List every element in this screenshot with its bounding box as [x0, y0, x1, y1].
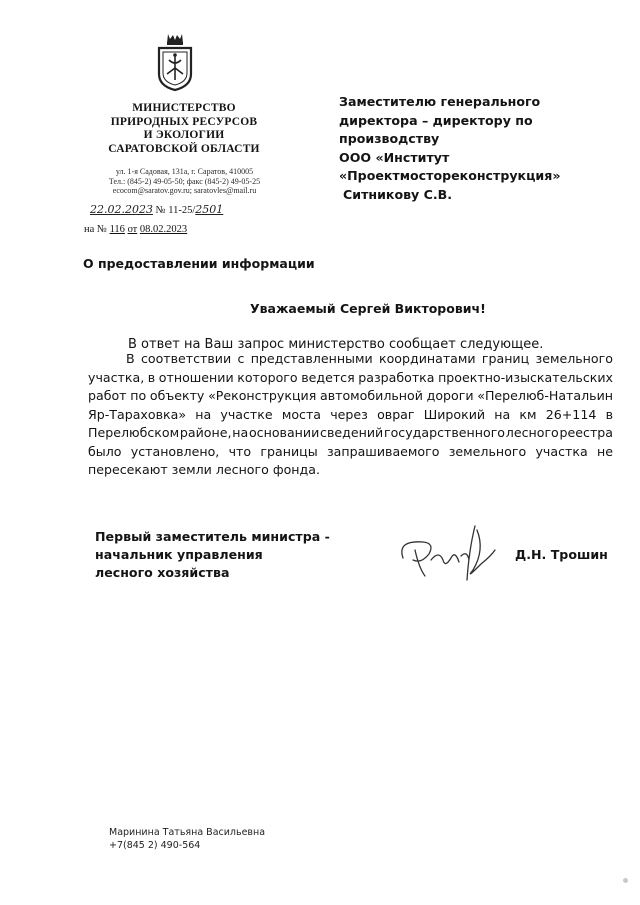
body-word: через — [330, 406, 368, 422]
ref-date: 08.02.2023 — [139, 224, 188, 235]
body-word: в — [605, 406, 613, 422]
body-word: «Перелюб-Натальин — [477, 388, 613, 403]
ministry-line: САРАТОВСКОЙ ОБЛАСТИ — [108, 142, 260, 155]
body-word: объекту — [149, 388, 205, 403]
body-word: на — [232, 425, 249, 440]
coat-of-arms-icon — [155, 30, 195, 92]
body-line — [88, 406, 613, 425]
outgoing-registration — [90, 203, 223, 216]
body-word: сведений — [320, 425, 384, 440]
body-word: разработка — [358, 369, 435, 385]
body-word: координатами — [378, 351, 476, 366]
body-word: земельного — [448, 443, 527, 459]
body-word: границы — [260, 443, 318, 459]
body-word: овраг — [377, 406, 415, 422]
body-word: на — [494, 406, 511, 422]
ref-prefix: на № — [84, 224, 107, 235]
body-word: границ — [481, 351, 530, 366]
ministry-line: ПРИРОДНЫХ РЕСУРСОВ — [110, 115, 258, 128]
body-word: «Реконструкция — [208, 388, 317, 403]
body-word: не — [596, 443, 613, 459]
outgoing-date: 22.02.2023 — [90, 203, 153, 216]
body-word: Яр-Тараховка» — [88, 406, 187, 422]
executor-block — [109, 826, 265, 852]
ref-number: 116 — [109, 224, 125, 235]
body-word: представленными — [250, 351, 373, 366]
body-word: соответствии — [140, 351, 232, 366]
outgoing-number: 2501 — [195, 203, 224, 216]
contact-address: ул. 1-я Садовая, 131а, г. Саратов, 410005 — [115, 167, 254, 176]
body-word: земельного — [535, 351, 613, 366]
body-line — [88, 387, 613, 406]
paragraph-1: В ответ на Ваш запрос министерство сообщает следующее. — [128, 337, 544, 352]
body-line — [88, 443, 613, 462]
signer-position — [95, 528, 330, 582]
body-word: установлено, — [130, 443, 220, 459]
body-line — [88, 424, 613, 443]
signer-line: Первый заместитель министра - — [95, 529, 330, 544]
body-line: пересекают земли лесного фонда. — [88, 462, 320, 477]
signer-line: лесного хозяйства — [95, 565, 230, 580]
ref-date-label: от — [127, 224, 138, 235]
body-word: на — [195, 406, 212, 422]
signer-name: Д.Н. Трошин — [515, 547, 608, 562]
addressee-line: Ситникову С.В. — [343, 186, 453, 202]
contact-email: ecocom@saratov.gov.ru; saratovles@mail.ru — [112, 186, 257, 195]
body-word: км — [519, 406, 537, 422]
body-word: моста — [281, 406, 322, 422]
addressee-line: «Проектмостореконструкция» — [339, 168, 561, 184]
body-word: районе, — [179, 425, 232, 440]
body-word: которого — [237, 369, 298, 385]
addressee-line: директора – директору по — [339, 112, 533, 128]
scan-mark — [623, 878, 628, 883]
body-word: работ — [88, 388, 127, 403]
body-word: Широкий — [423, 406, 486, 422]
handwritten-signature — [395, 520, 505, 585]
body-word: запрашиваемого — [326, 443, 440, 459]
body-word: участке — [220, 406, 273, 422]
addressee-line: производству — [339, 131, 440, 147]
body-word: проектно-изыскательских — [438, 369, 613, 385]
addressee-line: Заместителю генерального — [339, 94, 541, 109]
addressee-line: ООО «Институт — [339, 149, 450, 165]
body-line — [88, 369, 613, 388]
body-word: что — [228, 443, 252, 459]
salutation: Уважаемый Сергей Викторович! — [250, 301, 486, 316]
paragraph-2 — [88, 350, 613, 480]
body-word: участка — [535, 443, 588, 459]
addressee-block — [339, 93, 599, 205]
contact-phone: Тел.: (845-2) 49-05-50; факс (845-2) 49-05-25 — [108, 176, 261, 186]
body-word: с — [237, 351, 245, 366]
body-word: участка, — [88, 369, 145, 385]
body-word: Перелюбском — [88, 425, 180, 440]
body-word: дороги — [426, 388, 474, 403]
body-word: по — [130, 388, 147, 403]
body-word: 26+114 — [545, 406, 597, 422]
body-word: лесного — [505, 425, 559, 440]
reference-line — [84, 224, 187, 235]
body-word: отношении — [158, 369, 234, 385]
body-word: в — [147, 369, 156, 385]
body-word: государственного — [383, 425, 506, 440]
ministry-name — [95, 102, 273, 156]
signer-line: начальник управления — [95, 547, 263, 562]
letter-subject: О предоставлении информации — [83, 256, 315, 271]
body-word: основании — [248, 425, 320, 440]
body-word: ведется — [301, 369, 355, 385]
body-word: В — [126, 351, 135, 366]
ministry-contacts — [92, 167, 277, 196]
executor-name: Маринина Татьяна Васильевна — [109, 827, 266, 838]
body-word: автомобильной — [320, 388, 423, 403]
ministry-line: МИНИСТЕРСТВО — [132, 102, 236, 114]
ministry-line: И ЭКОЛОГИИ — [143, 129, 225, 141]
executor-phone: +7(845 2) 490-564 — [109, 840, 201, 851]
body-word: реестра — [559, 425, 613, 440]
body-word: было — [88, 443, 122, 459]
body-line — [88, 350, 613, 369]
outgoing-number-prefix: № 11-25/ — [155, 205, 196, 216]
